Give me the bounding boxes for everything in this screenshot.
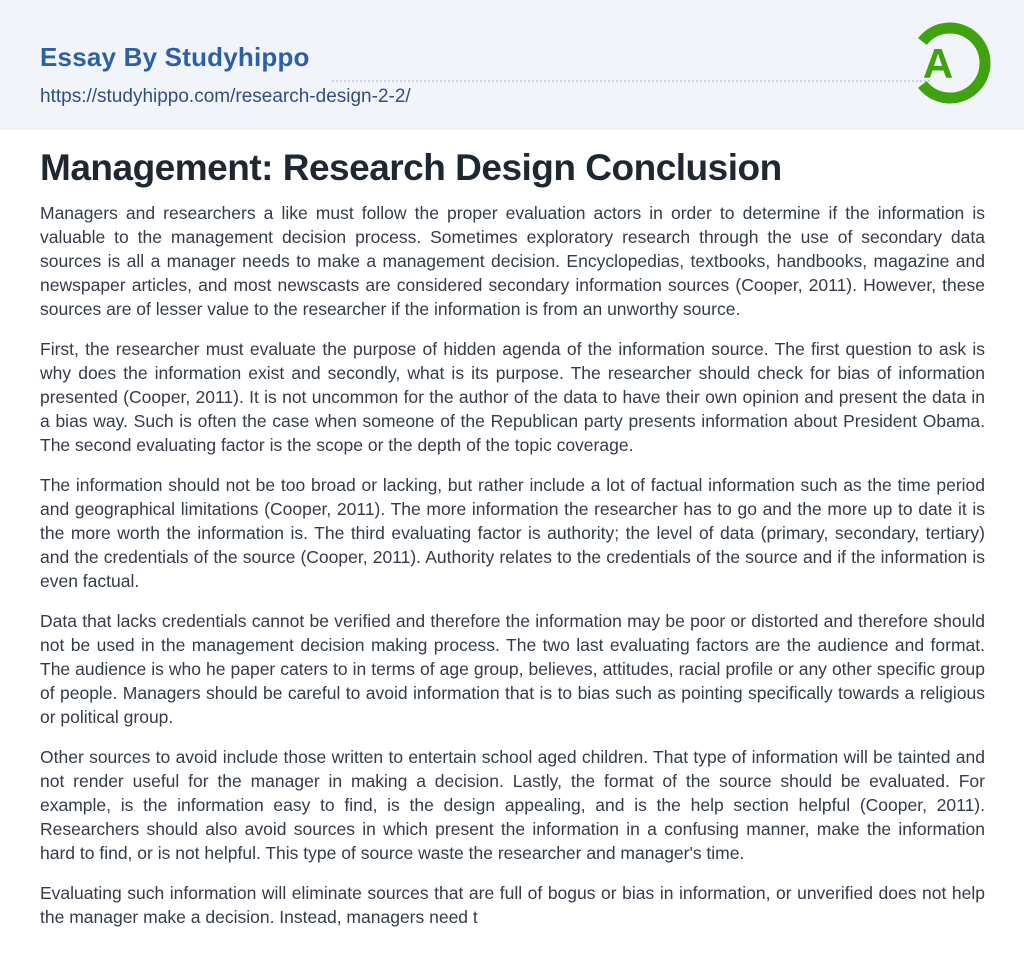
logo-letter: A bbox=[922, 40, 954, 87]
essay-paragraph: First, the researcher must evaluate the purpose of hidden agenda of the information source. The first question to ask is why does the information exist and secondly, what is its purpose. The researcher should check for bias of information presented (Cooper, 2011). It is not uncommon for the author of the data to have their own opinion and present the data in a bias way. Such is often the case when someone of the Republican party presents information about President Obama. The second evaluating factor is the scope or the depth of the topic coverage. bbox=[40, 339, 985, 455]
brand-title: Essay By Studyhippo bbox=[40, 42, 310, 72]
essay-paragraph: Managers and researchers a like must follow the proper evaluation actors in order to determine if the information is valuable to the management decision process. Sometimes exploratory research through the use of secondary data sources is all a manager needs to make a management decision. Encyclopedias, textbooks, handbooks, magazine and newspaper articles, and most newscasts are considered secondary information sources (Cooper, 2011). However, these sources are of lesser value to the researcher if the information is from an unworthy source. bbox=[40, 203, 985, 319]
essay-paragraph: The information should not be too broad or lacking, but rather include a lot of factual information such as the time period and geographical limitations (Cooper, 2011). The more information the researcher has to go and the more up to date it is the more worth the information is. The third evaluating factor is authority; the level of data (primary, secondary, tertiary) and the credentials of the source (Cooper, 2011). Authority relates to the credentials of the source and if the information is even factual. bbox=[40, 475, 985, 591]
header bbox=[0, 0, 1024, 130]
logo-ring-icon bbox=[905, 18, 995, 108]
page-title: Management: Research Design Conclusion bbox=[40, 147, 782, 188]
main-content bbox=[0, 130, 1024, 929]
studyhippo-logo-icon bbox=[905, 18, 995, 108]
essay-paragraph: Data that lacks credentials cannot be verified and therefore the information may be poor or distorted and therefore should not be used in the management decision making process. The two last evaluating factors are the audience and format. The audience is who he paper caters to in terms of age group, believes, attitudes, racial profile or any other specific group of people. Managers should be careful to avoid information that is to bias such as pointing specifically towards a religious or political group. bbox=[40, 611, 985, 727]
essay-paragraph: Evaluating such information will eliminate sources that are full of bogus or bias in information, or unverified does not help the manager make a decision. Instead, managers need t bbox=[40, 883, 985, 927]
page-url-link[interactable]: https://studyhippo.com/research-design-2-2/ bbox=[40, 86, 411, 107]
dotted-divider bbox=[332, 80, 930, 82]
essay-body bbox=[40, 201, 985, 929]
essay-paragraph: Other sources to avoid include those written to entertain school aged children. That type of information will be tainted and not render useful for the manager in making a decision. Lastly, the format of the source should be evaluated. For example, is the information easy to find, is the design appealing, and is the help section helpful (Cooper, 2011). Researchers should also avoid sources in which present the information in a confusing manner, make the information hard to find, or is not helpful. This type of source waste the researcher and manager's time. bbox=[40, 747, 985, 863]
